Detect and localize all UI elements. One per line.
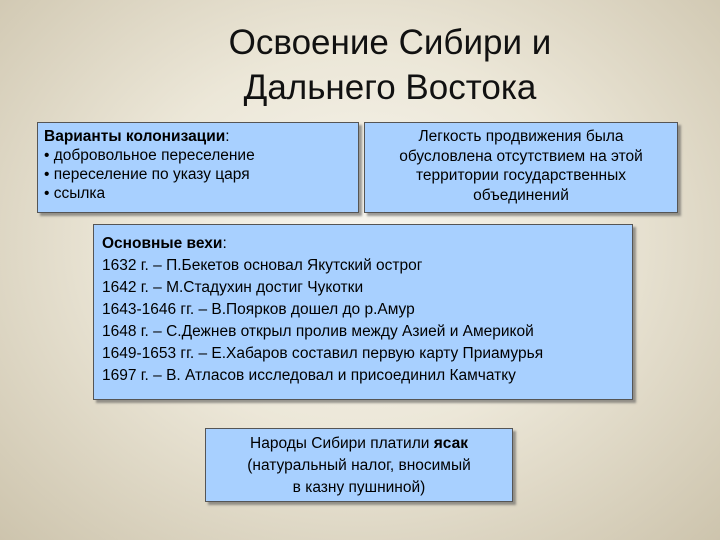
advancement-ease-line: территории государственных <box>416 167 626 184</box>
advancement-ease-box <box>364 122 678 213</box>
yasak-line-2: (натуральный налог, вносимый <box>247 457 471 474</box>
colonization-heading: Варианты колонизации <box>44 128 226 145</box>
yasak-line-1 <box>212 433 506 455</box>
advancement-ease-line: объединений <box>473 186 569 204</box>
advancement-ease-line: Легкость продвижения была <box>418 128 624 145</box>
yasak-box <box>205 428 513 502</box>
milestones-box <box>93 224 633 400</box>
yasak-intro-text: Народы Сибири платили <box>250 435 434 452</box>
colonization-variants-box <box>37 122 359 213</box>
milestone-item: 1649-1653 гг. – Е.Хабаров составил первую карту Приамурья <box>102 345 544 362</box>
slide-title-line-1: Освоение Сибири и <box>228 23 552 62</box>
milestones-heading: Основные вехи <box>102 235 223 252</box>
advancement-ease-line: обусловлена отсутствием на этой <box>399 147 643 165</box>
milestones-heading-colon: : <box>222 235 227 252</box>
milestone-item: 1697 г. – В. Атласов исследовал и присоединил Камчатку <box>102 367 516 384</box>
slide-title <box>130 20 650 110</box>
yasak-line-3: в казну пушниной) <box>292 479 426 496</box>
colonization-item: • переселение по указу царя <box>44 166 250 183</box>
colonization-item: • добровольное переселение <box>44 147 255 164</box>
milestone-item: 1643-1646 гг. – В.Поярков дошел до р.Амур <box>102 301 415 318</box>
colonization-item: • ссылка <box>44 185 106 202</box>
milestone-item: 1632 г. – П.Бекетов основал Якутский острог <box>102 257 423 274</box>
colonization-heading-colon: : <box>225 128 230 145</box>
milestone-item: 1648 г. – С.Дежнев открыл пролив между Азией и Америкой <box>102 323 534 340</box>
milestones-heading-line <box>102 233 624 255</box>
yasak-term: ясак <box>433 435 468 452</box>
colonization-heading-line <box>44 127 352 146</box>
milestone-item: 1642 г. – М.Стадухин достиг Чукотки <box>102 279 364 296</box>
slide-title-line-2: Дальнего Востока <box>243 68 537 107</box>
